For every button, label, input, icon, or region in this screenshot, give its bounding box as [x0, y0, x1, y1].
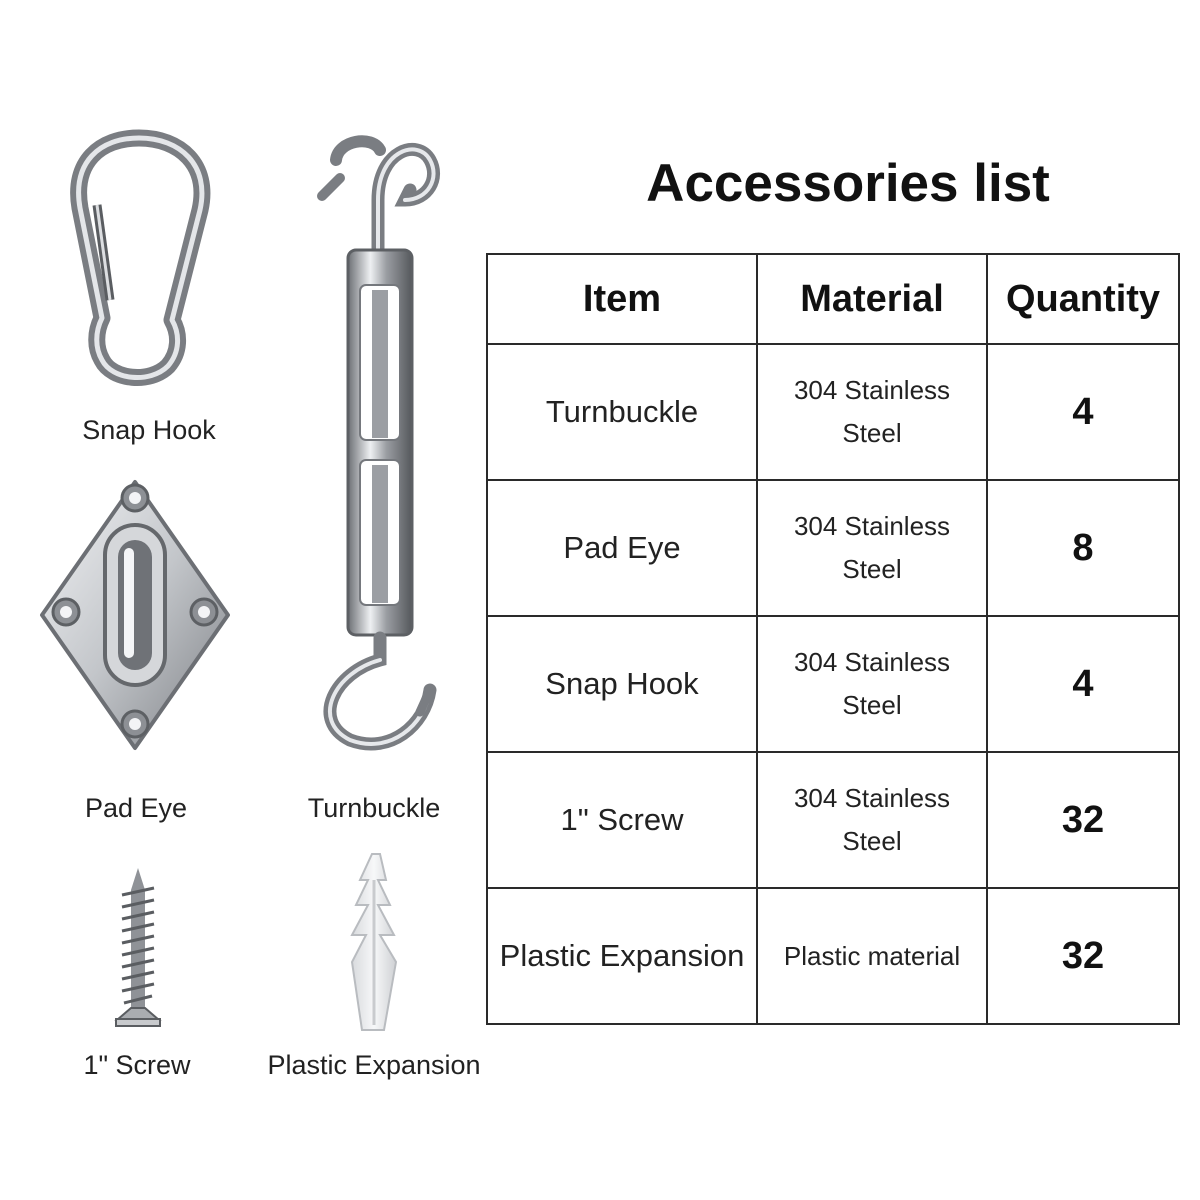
- material-line-2: Steel: [842, 554, 902, 584]
- cell-quantity: 8: [987, 480, 1179, 616]
- table-row: [487, 344, 1179, 480]
- cell-material: Plastic material: [757, 888, 987, 1024]
- caption-pad-eye: Pad Eye: [84, 793, 188, 823]
- plastic-expansion-icon: [352, 854, 396, 1030]
- material-line-1: 304 Stainless: [793, 375, 951, 405]
- material-line-2: Steel: [842, 826, 902, 856]
- cell-quantity: 32: [987, 752, 1179, 888]
- caption-snap-hook: Snap Hook: [82, 415, 216, 445]
- header-material: Material: [757, 254, 987, 344]
- material-line-2: Steel: [842, 418, 902, 448]
- cell-material: [757, 480, 987, 616]
- cell-item: Plastic Expansion: [487, 888, 757, 1024]
- cell-quantity: 4: [987, 616, 1179, 752]
- table-row: [487, 752, 1179, 888]
- cell-material: [757, 616, 987, 752]
- cell-quantity: 32: [987, 888, 1179, 1024]
- caption-screw: 1" Screw: [83, 1050, 191, 1080]
- caption-turnbuckle: Turnbuckle: [307, 793, 441, 823]
- cell-item: Snap Hook: [487, 616, 757, 752]
- cell-material: [757, 752, 987, 888]
- caption-plastic-expansion: Plastic Expansion: [267, 1050, 481, 1080]
- header-item: Item: [487, 254, 757, 344]
- screw-icon: [116, 868, 160, 1026]
- pad-eye-icon: [42, 482, 228, 748]
- turnbuckle-icon: [322, 141, 434, 744]
- snap-hook-icon: [79, 138, 202, 377]
- cell-item: Turnbuckle: [487, 344, 757, 480]
- table-header-row: [487, 254, 1179, 344]
- page-title: Accessories list: [646, 154, 1050, 213]
- material-line-1: 304 Stainless: [793, 647, 951, 677]
- material-line-2: Steel: [842, 690, 902, 720]
- table-row: [487, 480, 1179, 616]
- table-row: [487, 616, 1179, 752]
- table-row: [487, 888, 1179, 1024]
- material-line-1: 304 Stainless: [793, 511, 951, 541]
- accessories-table: [486, 253, 1180, 1025]
- cell-item: 1" Screw: [487, 752, 757, 888]
- material-line-1: 304 Stainless: [793, 783, 951, 813]
- cell-quantity: 4: [987, 344, 1179, 480]
- cell-item: Pad Eye: [487, 480, 757, 616]
- header-quantity: Quantity: [987, 254, 1179, 344]
- cell-material: [757, 344, 987, 480]
